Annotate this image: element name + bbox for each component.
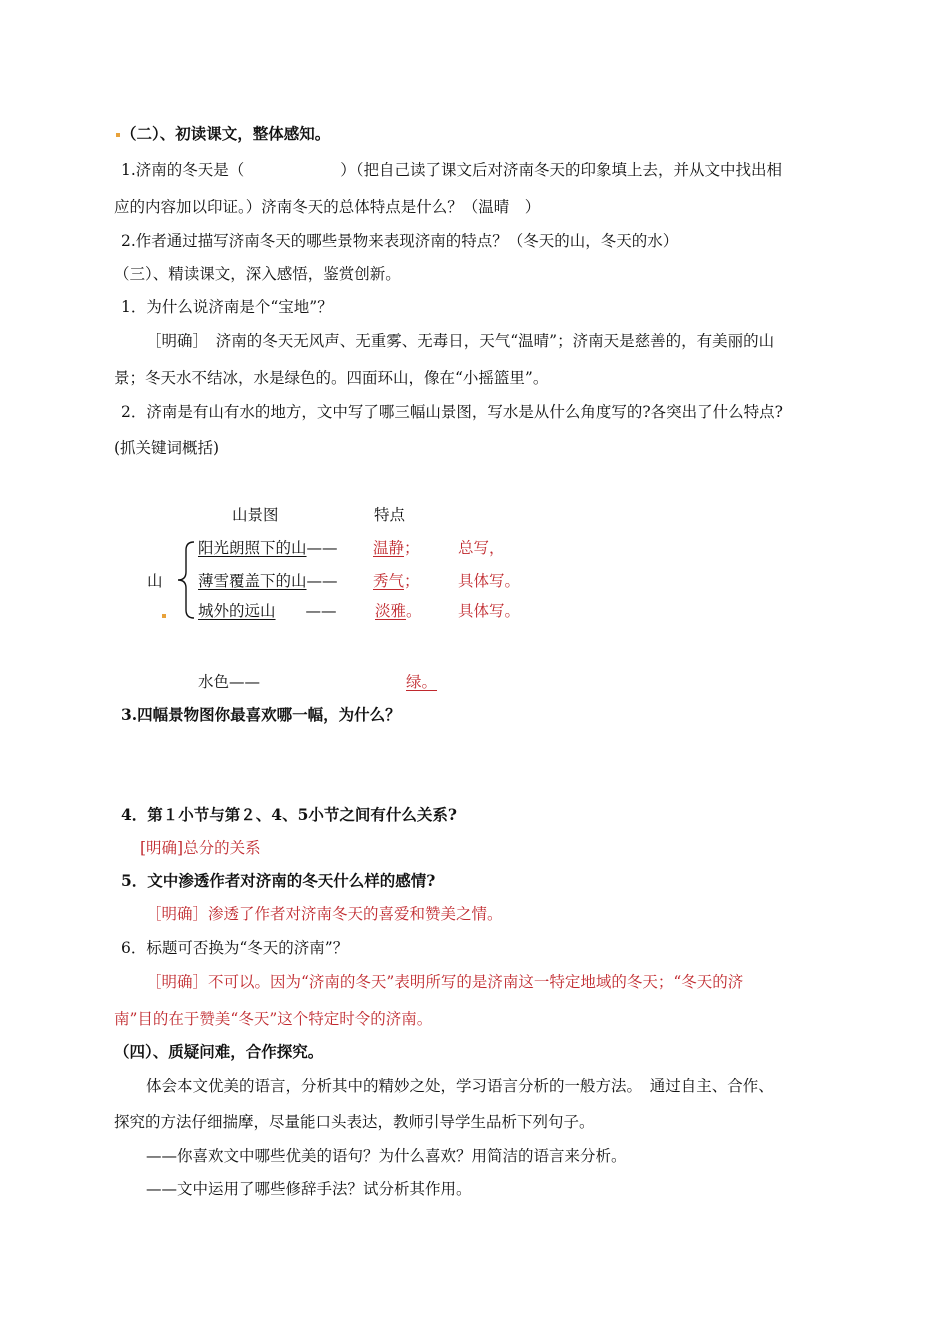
brace-icon <box>172 540 198 620</box>
feature-word: 秀气 <box>373 572 405 590</box>
feature-word: 淡雅 <box>375 602 407 620</box>
question-line: 应的内容加以印证。）济南冬天的总体特点是什么？（温晴 ） <box>114 198 541 216</box>
method-cell: 总写， <box>458 539 505 557</box>
question-line: 1．为什么说济南是个“宝地”？ <box>121 298 333 316</box>
section-heading-3: （三）、精读课文，深入感悟，鉴赏创新。 <box>114 265 401 283</box>
feature-word: 绿。 <box>406 673 438 691</box>
question-line: 4．第１小节与第２、4、5小节之间有什么关系? <box>121 805 457 824</box>
marker-dot <box>116 133 120 137</box>
question-line: 2.作者通过描写济南冬天的哪些景物来表现济南的特点？（冬天的山，冬天的水） <box>121 232 679 250</box>
water-label: 水色—— <box>198 673 261 691</box>
method-cell: 具体写。 <box>458 572 521 590</box>
feature-punct: ； <box>404 572 420 590</box>
section-heading-4: （四）、质疑问难，合作探究。 <box>114 1042 324 1061</box>
mountain-label: 山 <box>147 572 163 590</box>
section-heading-2: （二）、初读课文，整体感知。 <box>121 124 331 143</box>
question-line <box>121 160 782 180</box>
question-line: 6．标题可否换为“冬天的济南”？ <box>121 939 349 957</box>
dash: —— <box>306 539 338 557</box>
answer-line: ［明确］渗透了作者对济南冬天的喜爱和赞美之情。 <box>146 905 503 923</box>
diagram-row <box>198 538 338 558</box>
paragraph-line: 体会本文优美的语言，分析其中的精妙之处，学习语言分析的一般方法。 通过自主、合作、 <box>146 1077 774 1095</box>
question-line: 5．文中渗透作者对济南的冬天什么样的感情? <box>121 871 436 890</box>
question-line: (抓关键词概括) <box>114 439 220 457</box>
marker-dot <box>162 614 166 618</box>
scene-name: 薄雪覆盖下的山 <box>198 572 307 590</box>
diagram-header-feature: 特点 <box>374 506 406 524</box>
question-line: 3.四幅景物图你最喜欢哪一幅，为什么？ <box>121 705 401 724</box>
feature-cell <box>375 601 422 621</box>
dash: —— <box>305 602 337 620</box>
feature-punct: ； <box>404 539 420 557</box>
paragraph-line: ——文中运用了哪些修辞手法？试分析其作用。 <box>146 1180 472 1198</box>
diagram-row <box>198 601 337 621</box>
question-text: ）（把自己读了课文后对济南冬天的印象填上去，并从文中找出相 <box>340 161 783 179</box>
question-line: 2．济南是有山有水的地方，文中写了哪三幅山景图，写水是从什么角度写的?各突出了什么特点? <box>121 403 783 421</box>
question-text: 1.济南的冬天是（ <box>121 161 245 179</box>
dash: —— <box>306 572 338 590</box>
paragraph-line: ——你喜欢文中哪些优美的语句？为什么喜欢？用简洁的语言来分析。 <box>146 1147 627 1165</box>
feature-word: 温静 <box>373 539 405 557</box>
answer-line: ［明确］不可以。因为“济南的冬天”表明所写的是济南这一特定地域的冬天；“冬天的济 <box>146 973 744 991</box>
answer-line: 南”目的在于赞美“冬天”这个特定时令的济南。 <box>114 1010 433 1028</box>
feature-cell <box>365 571 420 591</box>
diagram-header-scene: 山景图 <box>232 506 279 524</box>
answer-line: ［明确］ 济南的冬天无风声、无重雾、无毒日，天气“温晴”；济南天是慈善的，有美丽的山 <box>146 332 775 350</box>
diagram-row <box>198 571 338 591</box>
paragraph-line: 探究的方法仔细揣摩，尽量能口头表达，教师引导学生品析下列句子。 <box>114 1113 595 1131</box>
feature-punct: 。 <box>406 602 422 620</box>
answer-line: 景；冬天水不结冰，水是绿色的。四面环山，像在“小摇篮里”。 <box>114 369 549 387</box>
water-feature <box>390 672 445 692</box>
answer-line: [明确]总分的关系 <box>140 839 261 857</box>
method-cell: 具体写。 <box>458 602 521 620</box>
feature-cell <box>365 538 420 558</box>
scene-name: 城外的远山 <box>198 602 276 620</box>
scene-name: 阳光朗照下的山 <box>198 539 307 557</box>
